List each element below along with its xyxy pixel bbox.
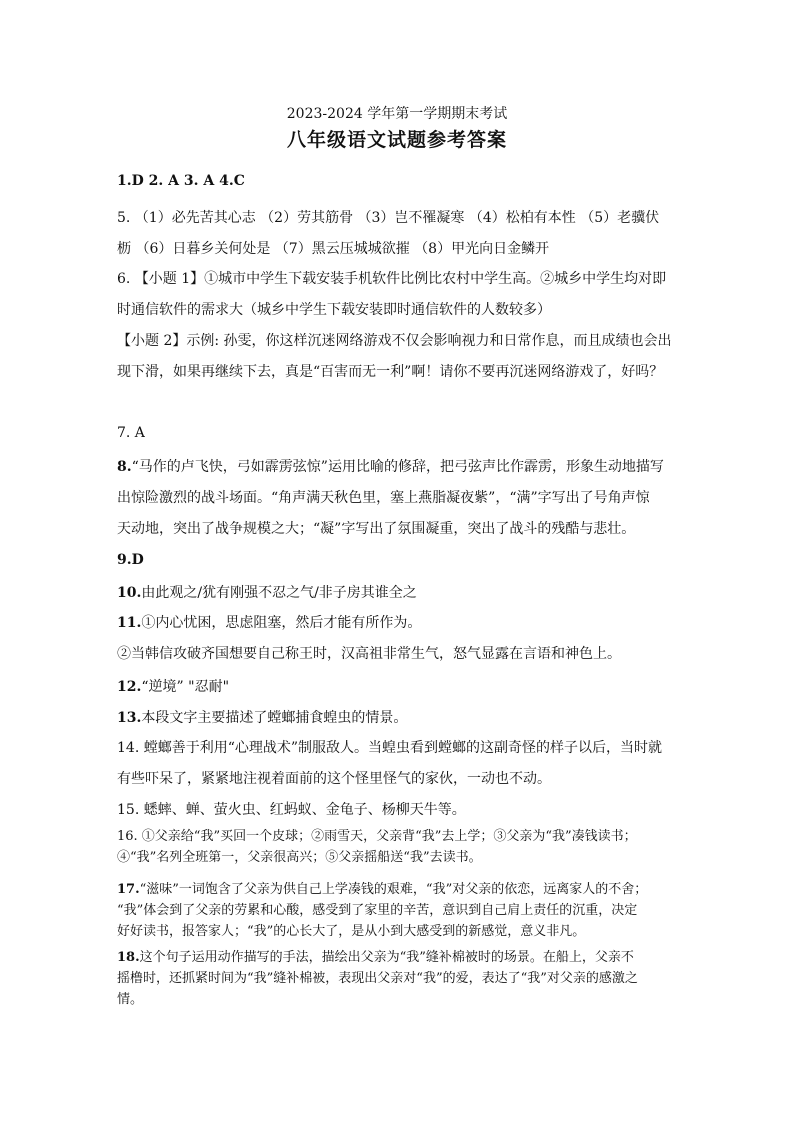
answer-text: 5. （1）必先苦其心志 （2）劳其筋骨 （3）岂不罹凝寒 （4）松柏有本性 （5）老骥伏	[117, 210, 660, 226]
answer-line	[117, 707, 682, 727]
answer-line	[117, 238, 682, 258]
answer-line	[117, 425, 682, 441]
answer-line	[117, 825, 682, 844]
answer-line	[117, 552, 682, 568]
answer-line	[117, 920, 682, 939]
answer-line	[117, 330, 682, 350]
answer-line	[117, 173, 682, 189]
answer-text: 17.	[117, 882, 140, 897]
answer-text: 8.	[117, 459, 132, 475]
answer-text: 有些吓呆了，紧紧地注视着面前的这个怪里怪气的家伙，一动也不动。	[117, 771, 551, 787]
answer-text: “马作的卢飞快，弓如霹雳弦惊”运用比喻的修辞，把弓弦声比作霹雳，形象生动地描写	[131, 459, 664, 475]
answer-line	[117, 967, 682, 986]
answer-line	[117, 946, 682, 965]
answer-line	[117, 207, 682, 227]
answer-line	[117, 582, 682, 602]
answer-text: 18.	[117, 950, 140, 965]
answer-text: “我”体会到了父亲的劳累和心酸，感受到了家里的辛苦，意识到自己肩上责任的沉重，决定	[117, 903, 638, 918]
answer-text: “逆境” "忍耐"	[141, 679, 230, 695]
answer-text: 本段文字主要描述了螳螂捕食蝗虫的情景。	[141, 710, 408, 726]
answer-text: 11.	[117, 615, 142, 631]
answer-text: 出惊险激烈的战斗场面。“角声满天秋色里，塞上燕脂凝夜紫”，“满”字写出了号角声惊	[117, 490, 650, 506]
answer-text: 14. 螳螂善于利用“心理战术”制服敌人。当蝗虫看到螳螂的这副奇怪的样子以后，当时就	[117, 740, 663, 756]
answer-text: 12.	[117, 679, 142, 695]
answer-text: 天动地，突出了战争规模之大；“凝”字写出了氛围凝重，突出了战斗的残酷与悲壮。	[117, 521, 636, 537]
answer-line	[117, 518, 682, 538]
answer-text: 情。	[117, 992, 144, 1007]
answer-line	[117, 878, 682, 897]
answer-text: 好好读书，报答家人；“我”的心长大了，是从小到大感受到的新感觉，意义非凡。	[117, 924, 586, 939]
answer-text: 9.D	[117, 552, 144, 568]
answer-line	[117, 988, 682, 1007]
answer-text: 6. 【小题 1】①城市中学生下载安装手机软件比例比农村中学生高。②城乡中学生均对即	[117, 271, 667, 287]
answer-text: 16. ①父亲给“我”买回一个皮球；②雨雪天，父亲背“我”去上学；③父亲为“我”凑钱读书；	[117, 829, 637, 844]
answer-text: ②当韩信攻破齐国想要自己称王时，汉高祖非常生气，怒气显露在言语和神色上。	[117, 646, 621, 662]
answer-line	[117, 456, 682, 476]
answer-text: 7. A	[117, 425, 145, 441]
answer-text: ④“我”名列全班第一，父亲很高兴；⑤父亲摇船送“我”去读书。	[117, 850, 482, 865]
answer-line	[117, 268, 682, 288]
answer-line	[117, 799, 682, 819]
answer-text: 15. 蟋蟀、蝉、萤火虫、红蚂蚁、金龟子、杨柳天牛等。	[117, 802, 466, 818]
exam-term-title: 2023-2024 学年第一学期期末考试	[286, 106, 508, 122]
answer-text: ①内心忧困，思虑阻塞，然后才能有所作为。	[141, 615, 422, 631]
answer-line	[117, 487, 682, 507]
answer-line	[117, 676, 682, 696]
answer-text: 时通信软件的需求大（城乡中学生下载安装即时通信软件的人数较多）	[117, 302, 551, 318]
answer-text: 1.D 2. A 3. A 4.C	[117, 173, 245, 189]
answer-text: 摇橹时，还抓紧时间为“我”缝补棉被，表现出父亲对“我”的爱，表达了“我”对父亲的感激之	[117, 971, 638, 986]
answer-line	[117, 768, 682, 788]
answer-text: 13.	[117, 710, 142, 726]
answer-line	[117, 361, 682, 381]
answer-key-title: 八年级语文试题参考答案	[286, 129, 507, 151]
answer-text: 枥 （6）日暮乡关何处是 （7）黑云压城城欲摧 （8）甲光向日金鳞开	[117, 241, 550, 257]
answer-line	[117, 846, 682, 865]
answer-line	[117, 737, 682, 757]
answer-text: 【小题 2】示例: 孙雯，你这样沉迷网络游戏不仅会影响视力和日常作息，而且成绩也会出	[117, 333, 672, 349]
answer-text: “滋味”一词饱含了父亲为供自己上学凑钱的艰难，“我”对父亲的依恋，远离家人的不舍；	[139, 882, 648, 897]
answer-line	[117, 643, 682, 663]
answer-text: 由此观之/犹有刚强不忍之气/非子房其谁全之	[141, 585, 417, 601]
answer-line	[117, 899, 682, 918]
answer-line	[117, 612, 682, 632]
answer-text: 现下滑，如果再继续下去，真是“百害而无一利”啊！请你不要再沉迷网络游戏了，好吗？	[117, 364, 664, 380]
answer-line	[117, 299, 682, 319]
answer-text: 这个句子运用动作描写的手法，描绘出父亲为“我”缝补棉被时的场景。在船上，父亲不	[139, 950, 634, 965]
answer-text: 10.	[117, 585, 142, 601]
